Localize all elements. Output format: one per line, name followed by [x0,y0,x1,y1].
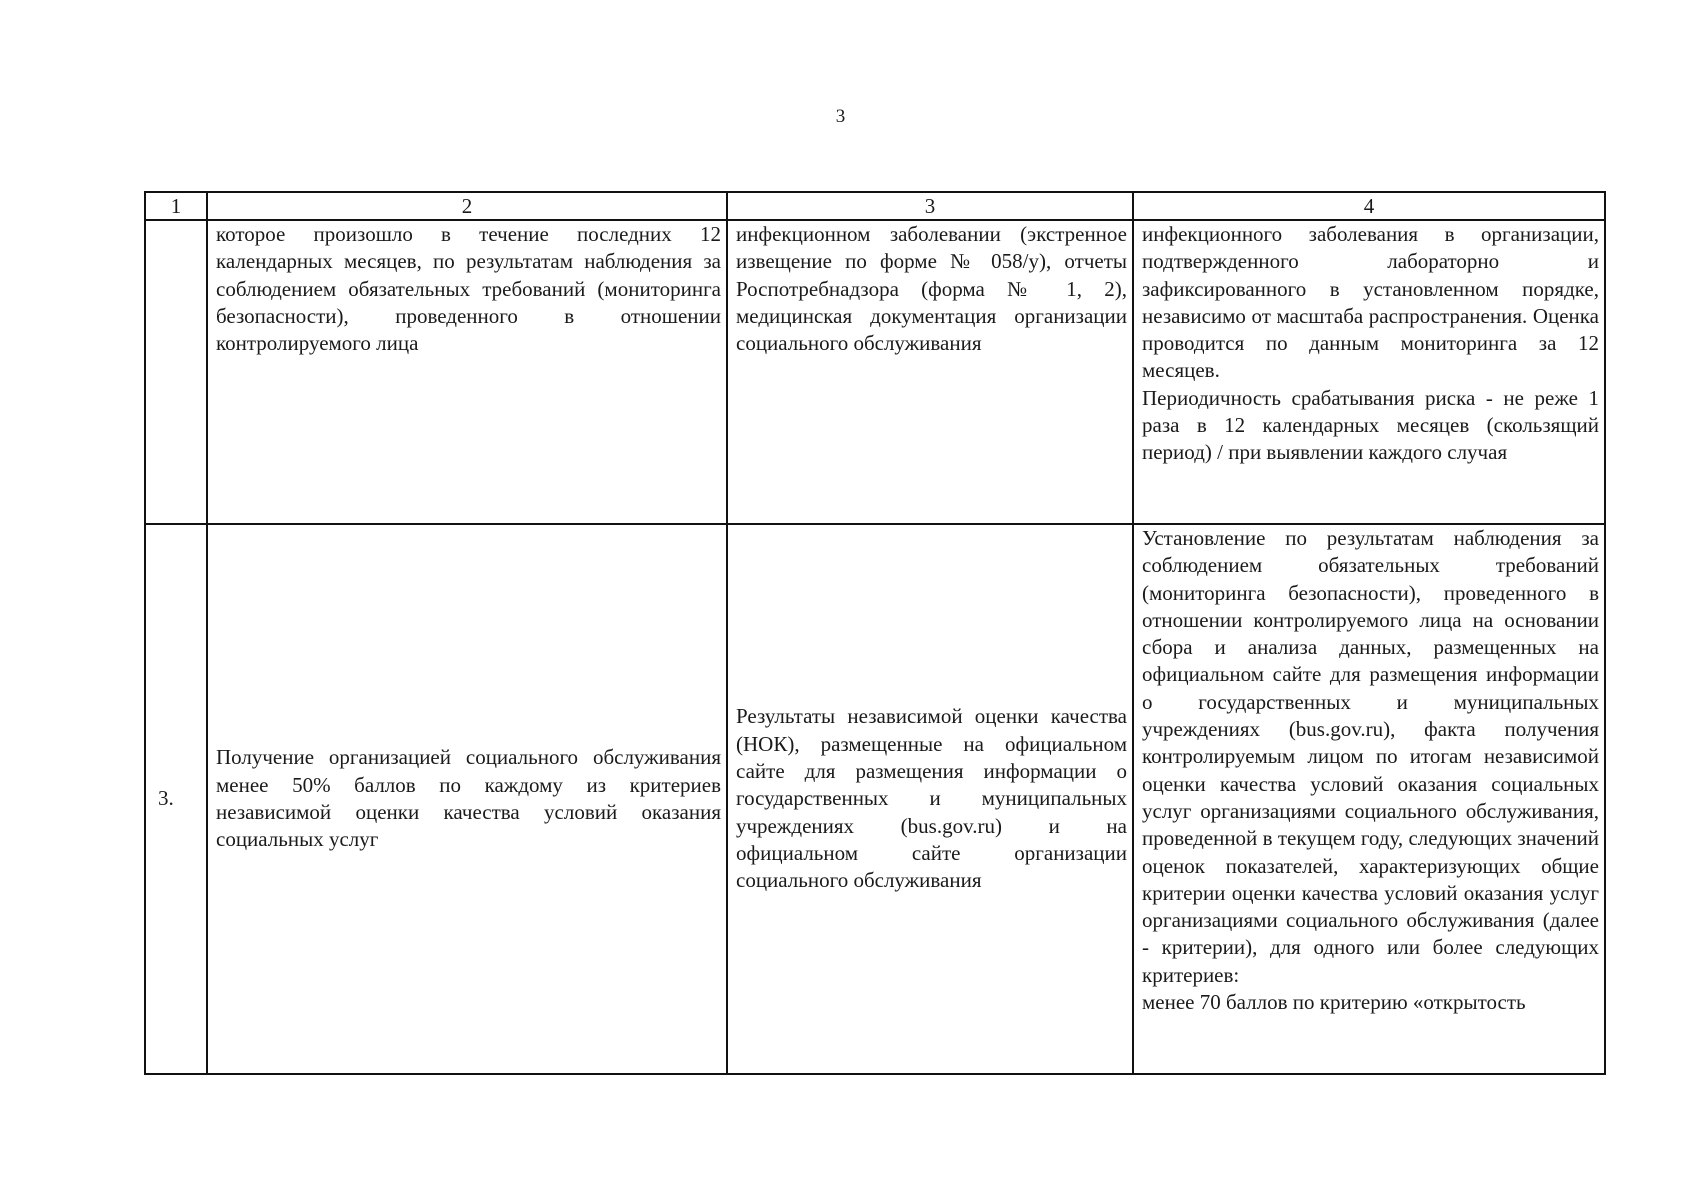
column-number-2: 2 [207,192,727,220]
column-number-4: 4 [1133,192,1605,220]
criterion-cell [1133,220,1605,524]
row-number: 3. [145,524,207,1074]
source-cell: инфекционном заболевании (экстренное извещение по форме № 058/у), отчеты Роспотребнадзора (форма № 1, 2), медицинская документация организации социального обслуживания [727,220,1133,524]
table-row [145,220,1605,524]
criterion-continuation: менее 70 баллов по критерию «открытость [1142,990,1526,1015]
risk-indicators-table [144,191,1606,1075]
column-number-1: 1 [145,192,207,220]
criterion-paragraph: инфекционного заболевания в организации, подтвержденного лабораторно и зафиксированного в установленном порядке, независимо от масштаба распространения. Оценка проводится по данным мониторинга за 12 месяцев. [1142,222,1599,383]
criterion-periodicity: Периодичность срабатывания риска - не реже 1 раза в 12 календарных месяцев (скользящий период) / при выявлении каждого случая [1142,385,1599,465]
table-row [145,524,1605,1074]
criterion-cell [1133,524,1605,1074]
indicator-cell: которое произошло в течение последних 12 календарных месяцев, по результатам наблюдения за соблюдением обязательных требований (мониторинга безопасности), проведенного в отношении контролируемого лица [207,220,727,524]
page-number: 3 [835,106,846,127]
criterion-paragraph: Установление по результатам наблюдения за соблюдением обязательных требований (мониторинга безопасности), проведенного в отношении контролируемого лица на основании сбора и анализа данных, размещенных на официальном сайте для размещения информации о государственных и муниципальных учреждениях (bus.gov.ru), факта получения контролируемым лицом по итогам независимой оценки качества условий оказания социальных услуг организациями социального обслуживания, проведенной в текущем году, следующих значений оценок показателей, характеризующих общие критерии оценки качества условий оказания услуг организациями социального обслуживания (далее - критерии), для одного или более следующих критериев: [1142,526,1599,987]
row-number [145,220,207,524]
indicator-cell: Получение организацией социального обслуживания менее 50% баллов по каждому из критериев независимой оценки качества условий оказания социальных услуг [207,524,727,1074]
column-number-row [145,192,1605,220]
column-number-3: 3 [727,192,1133,220]
source-cell: Результаты независимой оценки качества (НОК), размещенные на официальном сайте для размещения информации о государственных и муниципальных учреждениях (bus.gov.ru) и на официальном сайте организации социального обслуживания [727,524,1133,1074]
